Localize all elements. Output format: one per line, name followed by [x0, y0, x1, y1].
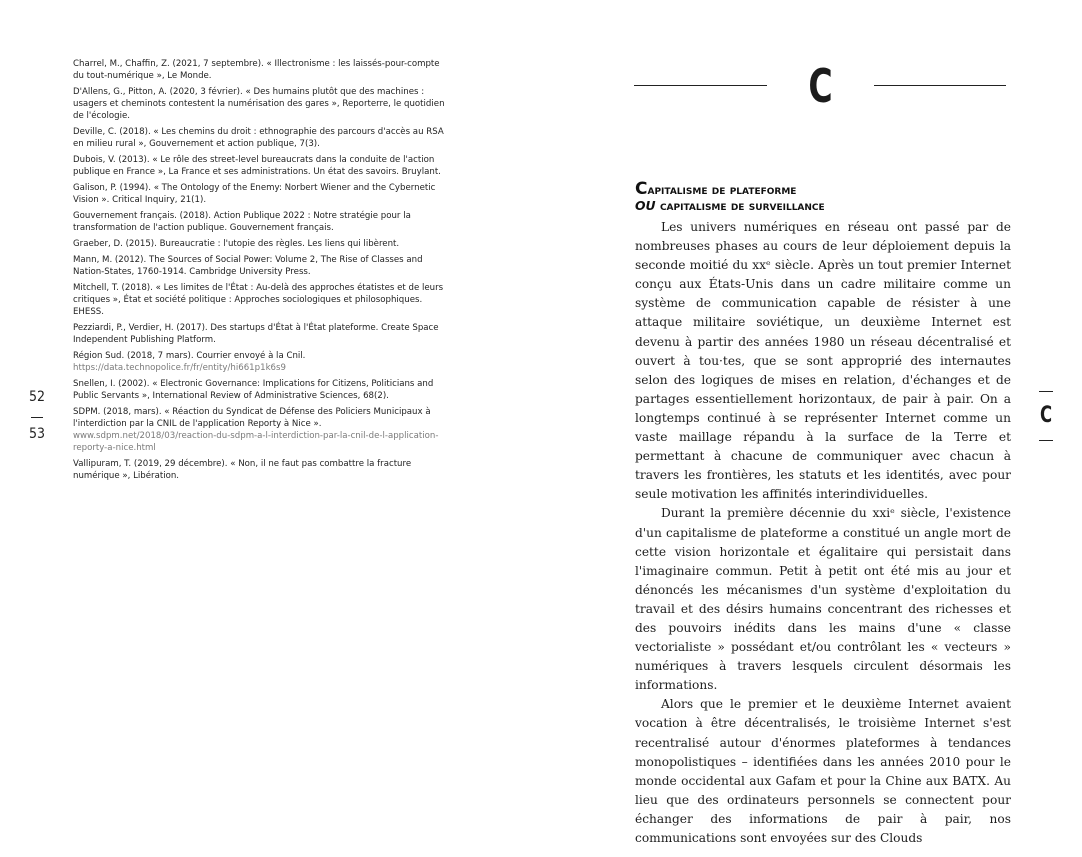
side-tab-letter: C — [1039, 403, 1053, 428]
body-text — [635, 218, 1011, 848]
reference-snellen: Snellen, I. (2002). « Electronic Governance: Implications for Citizens, Politicians and Public Servants », International Review of Administrative Sciences, 68(2). — [73, 379, 434, 401]
reference-sdpm-url[interactable]: www.sdpm.net/2018/03/reaction-du-sdpm-a-l-interdiction-par-la-cnil-de-l-application-reporty-a-nice.html — [73, 431, 439, 453]
paragraph-3: Alors que le premier et le deuxième Internet avaient vocation à être décentralisés, le troisième Internet s'est recentralisé autour d'énormes plateformes à tendances monopolistiques – identifiées dans les années 2010 pour le monde occidental aux Gafam et pour la Chine aux BATX. Au lieu que des ordinateurs personnels se connectent pour échanger des informations de pair à pair, nos communications sont envoyées sur des Clouds — [635, 697, 1011, 845]
side-tab-rule-bottom — [1039, 440, 1053, 441]
reference-region-sud-text: Région Sud. (2018, 7 mars). Courrier envoyé à la Cnil. — [73, 351, 306, 361]
reference-gouvernement: Gouvernement français. (2018). Action Publique 2022 : Notre stratégie pour la transformation de l'action publique. Gouvernement français. — [73, 211, 411, 233]
reference-mitchell: Mitchell, T. (2018). « Les limites de l'État : Au-delà des approches étatistes et de leurs critiques », État et société politique : Approches sociologiques et philosophiques. EHESS. — [73, 283, 444, 317]
page-number-left: 52 — [28, 389, 46, 405]
chapter-rule-left — [634, 85, 767, 86]
section-title-line-2 — [635, 198, 1015, 214]
reference-sdpm-text: SDPM. (2018, mars). « Réaction du Syndicat de Défense des Policiers Municipaux à l'interdiction par la CNIL de l'application Reporty à Nice ». — [73, 407, 431, 429]
reference-graeber: Graeber, D. (2015). Bureaucratie : l'utopie des règles. Les liens qui libèrent. — [73, 239, 400, 249]
reference-region-sud — [73, 350, 445, 374]
reference-galison: Galison, P. (1994). « The Ontology of the Enemy: Norbert Wiener and the Cybernetic Vision ». Critical Inquiry, 21(1). — [73, 183, 436, 205]
reference-charrel: Charrel, M., Chaffin, Z. (2021, 7 septembre). « Illectronisme : les laissés-pour-compte du tout-numérique », Le Monde. — [73, 59, 440, 81]
reference-sdpm — [73, 406, 445, 454]
bibliography — [73, 58, 445, 486]
right-page — [541, 0, 1082, 857]
section-title-line-1 — [635, 181, 1015, 198]
paragraph-2: Durant la première décennie du xxiᵉ siècle, l'existence d'un capitalisme de plateforme a constitué un angle mort de cette vision horizontale et égalitaire qui persistait dans l'imaginaire commun. Petit à petit ont été mis au jour et dénoncés les mécanismes d'un système d'exploitation du travail et des désirs humains concentrant des richesses et des pouvoirs inédits dans les mains d'une « classe vectorialiste » possédant et/ou contrôlant les « vecteurs » numériques à travers lesquels circulent désormais les informations. — [635, 506, 1011, 693]
section-title-ou: OU — [635, 198, 656, 213]
chapter-letter: C — [808, 59, 833, 113]
section-title-text-2: capitalisme de surveillance — [659, 198, 825, 213]
reference-mann: Mann, M. (2012). The Sources of Social Power: Volume 2, The Rise of Classes and Nation-States, 1760-1914. Cambridge University Press. — [73, 255, 423, 277]
page-number-right: 53 — [28, 426, 46, 442]
reference-dallens: D'Allens, G., Pitton, A. (2020, 3 février). « Des humains plutôt que des machines : usagers et cheminots contestent la numérisation des gares », Reporterre, le quotidien de l'écologie. — [73, 87, 445, 121]
reference-deville: Deville, C. (2018). « Les chemins du droit : ethnographie des parcours d'accès au RSA en milieu rural », Gouvernement et action publique, 7(3). — [73, 127, 444, 149]
reference-pezziardi: Pezziardi, P., Verdier, H. (2017). Des startups d'État à l'État plateforme. Create Space Independent Publishing Platform. — [73, 323, 439, 345]
side-tab-rule-top — [1039, 391, 1053, 392]
reference-dubois: Dubois, V. (2013). « Le rôle des street-level bureaucrats dans la conduite de l'action publique en France », La France et ses administrations. Un état des savoirs. Bruylant. — [73, 155, 441, 177]
page-number-divider — [31, 417, 43, 418]
chapter-rule-right — [874, 85, 1006, 86]
section-title-text-1: apitalisme de plateforme — [647, 182, 797, 197]
section-title-initial: C — [635, 179, 648, 199]
section-title — [635, 181, 1015, 214]
reference-vallipuram: Vallipuram, T. (2019, 29 décembre). « Non, il ne faut pas combattre la fracture numérique », Libération. — [73, 459, 412, 481]
paragraph-1: Les univers numériques en réseau ont passé par de nombreuses phases au cours de leur déploiement depuis la seconde moitié du xxᵉ siècle. Après un tout premier Internet conçu aux États-Unis dans un cadre militaire comme un système de communication capable de résister à une attaque militaire soviétique, un deuxième Internet est devenu à partir des années 1980 un réseau décentralisé et ouvert à tou·tes, que se sont approprié des internautes selon des logiques de mises en relation, d'échanges et de partages essentiellement horizontaux, de pair à pair. On a longtemps continué à se représenter Internet comme un vaste maillage répandu à la surface de la Terre et permettant à chacune de communiquer avec chacun à travers les frontières, les statuts et les identités, avec pour seule motivation les affinités interindividuelles. — [635, 220, 1011, 502]
reference-region-sud-url[interactable]: https://data.technopolice.fr/fr/entity/hi661p1k6s9 — [73, 363, 286, 373]
